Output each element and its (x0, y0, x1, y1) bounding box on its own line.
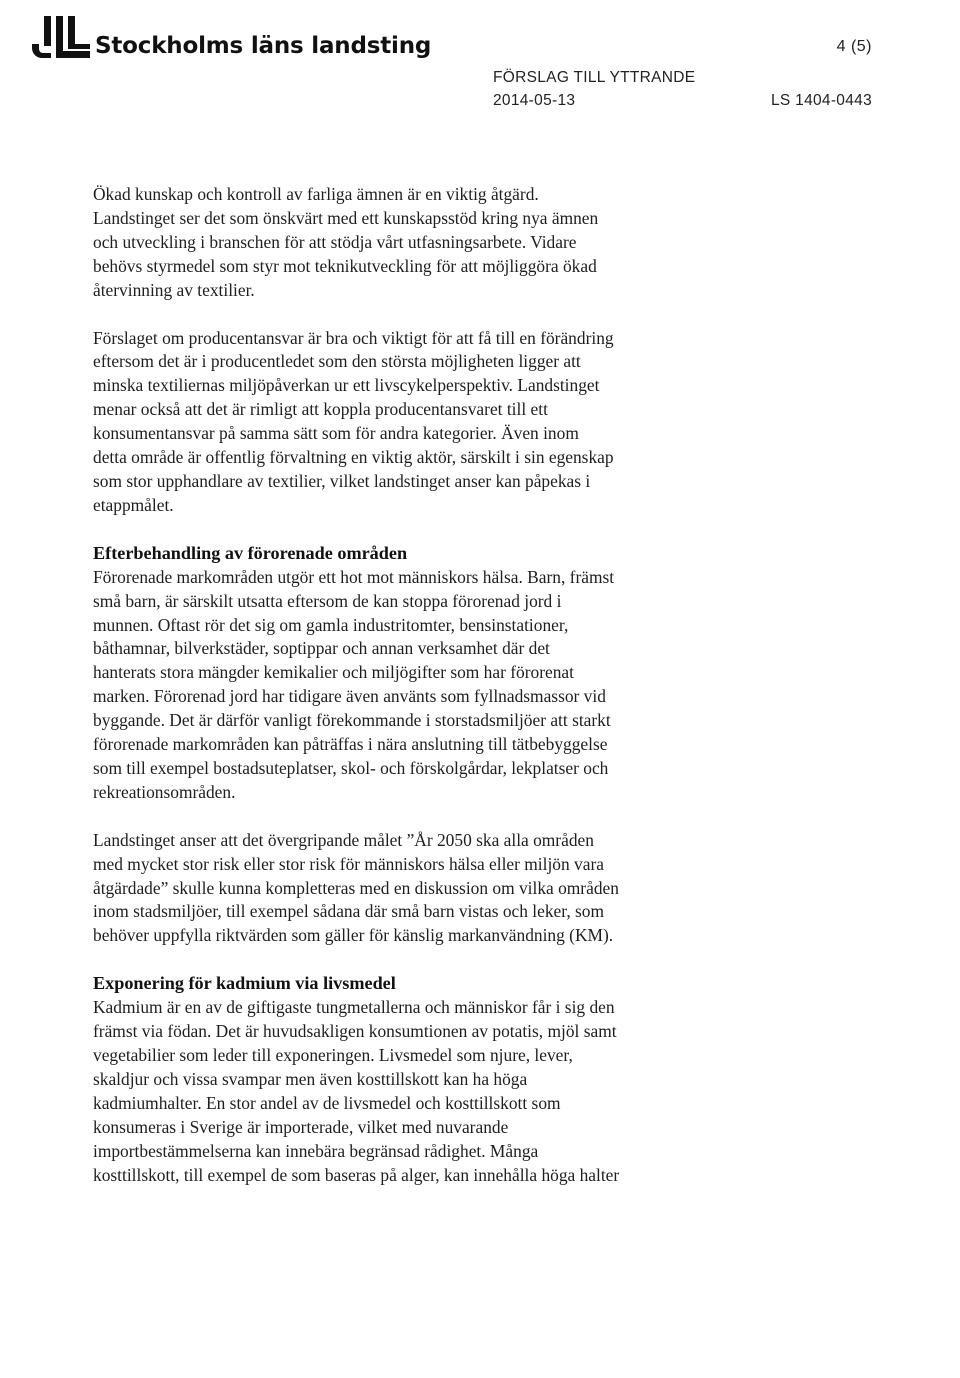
paragraph: Landstinget anser att det övergripande målet ”År 2050 ska alla områden med mycket stor risk eller stor risk för människors hälsa eller miljön vara åtgärdade” skulle kunna kompletteras med en diskussion om vilka områden inom stadsmiljöer, till exempel sådana där små barn vistas och leker, som behöver uppfylla riktvärden som gäller för känslig markanvändning (KM). (93, 829, 619, 946)
paragraph: Ökad kunskap och kontroll av farliga ämnen är en viktig åtgärd. Landstinget ser det som önskvärt med ett kunskapsstöd kring nya ämnen och utveckling i branschen för att stödja vårt utfasningsarbete. Vidare behövs styrmedel som styr mot teknikutveckling för att möjliggöra ökad återvinning av textilier. (93, 184, 599, 300)
section-heading: Exponering för kadmium via livsmedel (93, 973, 396, 994)
page-number: 4 (5) (836, 38, 872, 55)
paragraph: Kadmium är en av de giftigaste tungmetallerna och människor får i sig den främst via födan. Det är huvudsakligen konsumtionen av potatis, mjöl samt vegetabilier som leder till exponeringen. Livsmedel som njure, lever, skaldjur och vissa svampar men även kosttillskott kan ha höga kadmiumhalter. En stor andel av de livsmedel och kosttillskott som konsumeras i Sverige är importerade, vilket med nuvarande importbestämmelserna kan innebära begränsad rådighet. Många kosttillskott, till exempel de som baseras på alger, kan innehålla höga halter (93, 997, 620, 1185)
document-type: FÖRSLAG TILL YTTRANDE (493, 69, 696, 86)
paragraph: Förslaget om producentansvar är bra och viktigt för att få till en förändring eftersom det är i producentledet som den största möjligheten ligger att minska textiliernas miljöpåverkan ur ett livscykelperspektiv. Landstinget menar också att det är rimligt att koppla producentansvaret till ett konsumentansvar på samma sätt som för andra kategorier. Även inom detta område är offentlig förvaltning en viktig aktör, särskilt i sin egenskap som stor upphandlare av textilier, vilket landstinget anser kan påpekas i etappmålet. (93, 327, 614, 515)
document-reference: LS 1404-0443 (771, 92, 872, 109)
paragraph: Förorenade markområden utgör ett hot mot människors hälsa. Barn, främst små barn, är särskilt utsatta eftersom de kan stoppa förorenad jord i munnen. Oftast rör det sig om gamla industritomter, bensinstationer, båthamnar, bilverkstäder, soptippar och annan verksamhet där det hanterats stora mängder kemikalier och miljögifter som har förorenat marken. Förorenad jord har tidigare även använts som fyllnadsmassor vid byggande. Det är därför vanligt förekommande i storstadsmiljöer att starkt förorenade markområden kan påträffas i nära anslutning till tätbebyggelse som till exempel bostadsuteplatser, skol- och förskolgårdar, lekplatser och rekreationsområden. (93, 566, 615, 802)
org-name: Stockholms läns landsting (95, 33, 432, 59)
sll-logo-icon (32, 14, 92, 58)
section-heading: Efterbehandling av förorenade områden (93, 542, 408, 563)
document-body (93, 183, 733, 1187)
document-date: 2014-05-13 (493, 92, 576, 109)
org-logo (32, 14, 431, 58)
